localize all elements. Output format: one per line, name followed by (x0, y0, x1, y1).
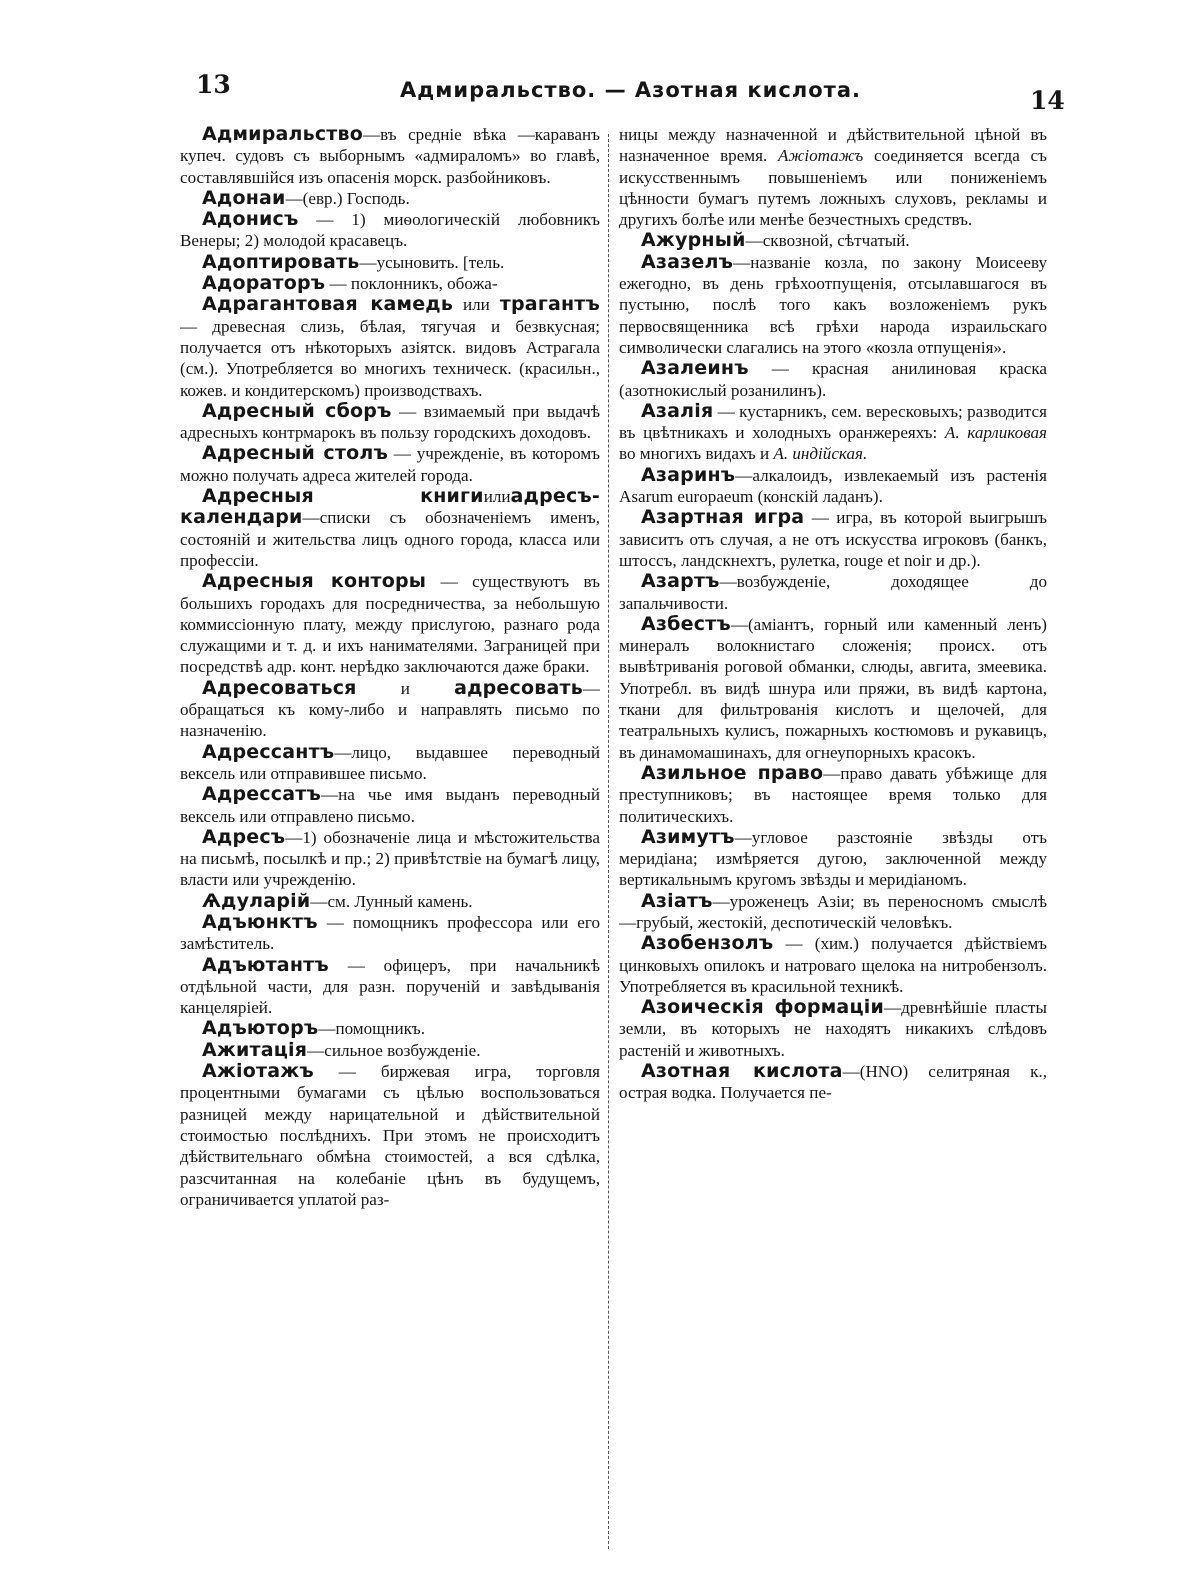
entry-definition: ницы между назначенной и дѣйствительной цѣной въ назначенное время. (619, 125, 1047, 166)
right-column (619, 124, 1047, 1564)
entry-headword: Адресныя книги (202, 485, 484, 508)
entry-definition: — кустарникъ, сем. вересковыхъ; разводится въ цвѣтникахъ и холодныхъ оранжереяхъ: (619, 401, 1047, 443)
running-title: Адмиральство. — Азотная кислота. (400, 78, 861, 102)
entry-headword: Азильное право (641, 761, 824, 784)
dictionary-entry (180, 912, 600, 955)
entry-headword: Ѧдуларій (202, 889, 311, 912)
entry-headword: адресъ-календари (180, 485, 600, 529)
entry-definition: —(евр.) Господь. (285, 188, 410, 208)
dictionary-entry (180, 294, 600, 400)
entry-headword: Адрагантовая камедь (202, 293, 454, 316)
dictionary-entry (619, 465, 1047, 508)
entry-definition: — взимаемый при выдачѣ адресныхъ контрмарокъ въ пользу городскихъ доходовъ. (180, 401, 600, 443)
entry-definition: — помощникъ профессора или его замѣститель. (180, 912, 600, 954)
dictionary-entry (619, 124, 1047, 230)
entry-headword: Ажіотажъ (202, 1060, 314, 1083)
entry-headword: Азобензолъ (641, 932, 774, 955)
left-column (180, 124, 600, 1564)
dictionary-entry (619, 358, 1047, 401)
dictionary-entry (180, 1018, 600, 1039)
entry-headword: Адресныя конторы (202, 570, 427, 593)
dictionary-entry (619, 827, 1047, 891)
entry-definition: —названіе козла, по закону Моисееву ежегодно, въ день грѣхоотпущенія, отсылавшагося въ пустыню, послѣ того какъ возложеніемъ рукъ первосвященника всѣ грѣхи народа израильскаго символически слагались на этого «козла отпущенія». (619, 252, 1047, 357)
entry-definition: —см. Лунный камень. (310, 891, 473, 911)
entry-definition: —угловое разстояніе звѣзды отъ меридіана; измѣряется дугою, заключенной между вертикальнымъ кругомъ звѣзды и меридіаномъ. (619, 827, 1047, 890)
entry-definition: — учрежденіе, въ которомъ можно получать адреса жителей города. (180, 444, 600, 485)
entry-definition: —сквозной, сѣтчатый. (745, 231, 910, 251)
entry-headword: адресовать (454, 676, 583, 699)
entry-headword: Адресъ (202, 825, 286, 848)
entry-headword: Азалеинъ (641, 357, 749, 380)
dictionary-entry (180, 252, 600, 273)
entry-definition: —алкалоидъ, извлекаемый изъ растенія Asarum europaeum (конскій ладанъ). (619, 465, 1047, 507)
entry-italic: А. индійская. (773, 444, 868, 464)
entry-headword: Адораторъ (202, 272, 326, 295)
dictionary-entry (180, 678, 600, 742)
dictionary-entry (180, 1040, 600, 1061)
entry-italic: Ажіотажъ (777, 146, 864, 166)
entry-definition: —списки съ обозначеніемъ именъ, состояній и жительства лицъ одного города, класса или профессіи. (180, 508, 600, 570)
entry-headword: Адъютантъ (202, 953, 329, 976)
dictionary-entry (619, 571, 1047, 614)
dictionary-entry (619, 230, 1047, 251)
entry-headword: Адоптировать (202, 250, 360, 273)
entry-definition: или (453, 295, 500, 315)
dictionary-entry (180, 443, 600, 486)
entry-definition: соединяется всегда съ искусственнымъ повышеніемъ или пониженіемъ цѣнности бумагъ путемъ ложныхъ слуховъ, рекламы и другихъ болѣе или менѣе безчестныхъ средствъ. (619, 146, 1047, 230)
dictionary-entry (180, 486, 600, 571)
entry-definition: —на чье имя выданъ переводный вексель или отправлено письмо. (180, 785, 600, 826)
entry-headword: Адъюторъ (202, 1017, 319, 1040)
entry-headword: Адрессантъ (202, 740, 335, 763)
entry-definition: — поклонникъ, обожа- (325, 274, 498, 294)
dictionary-entry (180, 401, 600, 444)
entry-headword: трагантъ (499, 293, 600, 316)
running-head (0, 0, 1191, 130)
entry-headword: Адресоваться (202, 676, 357, 699)
entry-headword: Азіатъ (641, 889, 713, 912)
entry-headword: Азартная игра (641, 506, 805, 529)
entry-headword: Адресный столъ (202, 442, 388, 465)
entry-headword: Ажитація (202, 1038, 308, 1061)
entry-headword: Азаринъ (641, 463, 736, 486)
dictionary-entry (619, 1061, 1047, 1104)
entry-definition: —возбужденіе, доходящее до запальчивости. (619, 572, 1047, 613)
entry-headword: Азартъ (641, 570, 720, 593)
dictionary-entry (180, 571, 600, 677)
entry-definition: — 1) миѳологическій любовникъ Венеры; 2) молодой красавецъ. (180, 210, 600, 251)
dictionary-entry (180, 955, 600, 1019)
entry-headword: Адъюнктъ (202, 910, 318, 933)
dictionary-entry (180, 273, 600, 294)
entry-definition: —1) обозначеніе лица и мѣстожительства на письмѣ, посылкѣ и пр.; 2) привѣтствіе на бумагѣ лицу, власти или учрежденію. (180, 827, 600, 890)
entry-definition: — биржевая игра, торговля процентными бумагами съ цѣлью воспользоваться разницей между нарицательной и дѣйствительной стоимостью послѣднихъ. При этомъ не происходитъ дѣйствительнаго обмѣна стоимостей, а вся сдѣлка, разсчитанная на колебаніе цѣнъ въ будущемъ, ограничивается уплатой раз- (180, 1062, 600, 1209)
entry-headword: Ажурный (641, 229, 746, 252)
entry-definition: —лицо, выдавшее переводный вексель или отправившее письмо. (180, 742, 600, 783)
entry-definition: — красная анилиновая краска (азотнокислый розанилинъ). (619, 359, 1047, 400)
entry-headword: Азимутъ (641, 825, 735, 848)
dictionary-entry (619, 997, 1047, 1061)
entry-headword: Адонисъ (202, 208, 299, 231)
entry-definition: — (хим.) получается дѣйствіемъ цинковыхъ опилокъ и натроваго щелока на нитробензолъ. Употребляется въ красильной техникѣ. (619, 934, 1047, 996)
dictionary-entry (180, 124, 600, 188)
dictionary-entry (619, 401, 1047, 465)
dictionary-entry (180, 827, 600, 891)
entry-definition: — офицеръ, при начальникѣ отдѣльной части, для разн. порученій и завѣдыванія канцеляріей. (180, 955, 600, 1018)
entry-headword: Адонаи (202, 186, 286, 209)
entry-definition: — игра, въ которой выигрышъ зависитъ отъ случая, а не отъ искусства игроковъ (банкъ, штоссъ, ландскнехтъ, рулетка, rouge et noir и др.). (619, 508, 1047, 570)
entry-definition: —сильное возбужденіе. (307, 1040, 481, 1060)
dictionary-entry (180, 1061, 600, 1210)
dictionary-entry (180, 188, 600, 209)
entry-definition: —помощникъ. (318, 1019, 426, 1039)
entry-definition: —усыновить. [тель. (359, 252, 505, 272)
entry-definition: —(HNO) селитряная к., острая водка. Получается пе- (619, 1062, 1047, 1103)
dictionary-entry (619, 933, 1047, 997)
entry-definition: —право давать убѣжище для преступниковъ; въ настоящее время только для политическихъ. (619, 763, 1047, 826)
dictionary-entry (180, 209, 600, 252)
entry-definition: —въ средніе вѣка —караванъ купеч. судовъ съ выборнымъ «адмираломъ» во главѣ, составлявшійся изъ опасенія морск. разбойниковъ. (180, 125, 600, 187)
dictionary-entry (619, 252, 1047, 358)
entry-headword: Адрессатъ (202, 783, 321, 806)
entry-headword: Азазелъ (641, 250, 734, 273)
entry-definition: во многихъ видахъ и (619, 444, 774, 464)
dictionary-entry (619, 763, 1047, 827)
entry-italic: А. карликовая (944, 423, 1047, 443)
entry-headword: Азалія (641, 399, 714, 422)
dictionary-entry (619, 891, 1047, 934)
page-number-right: 14 (1030, 86, 1065, 115)
entry-definition: — обращаться къ кому-либо и направлять письмо по назначенію. (180, 678, 600, 741)
entry-definition: — древесная слизь, бѣлая, тягучая и безвкусная; получается отъ нѣкоторыхъ азіятск. видовъ Астрагала (см.). Употребляется во многихъ техническ. (красильн., кожев. и кондитерскомъ) производствахъ. (180, 316, 600, 400)
dictionary-entry (180, 891, 600, 912)
entry-headword: Адресный сборъ (202, 399, 392, 422)
entry-headword: Адмиральство (202, 124, 363, 145)
entry-definition: — существуютъ въ большихъ городахъ для посредничества, за небольшую коммиссіонную плату, между прислугою, разнаго рода служащими и т. д. и ихъ нанимателями. Заграницей при посредствѣ адр. конт. нерѣдко заключаются даже браки. (180, 572, 600, 677)
entry-definition: —уроженецъ Азіи; въ переносномъ смыслѣ—грубый, жестокій, деспотическій человѣкъ. (619, 891, 1047, 932)
entry-headword: Азоическія формаціи (641, 996, 884, 1019)
dictionary-entry (619, 614, 1047, 763)
entry-definition: —древнѣйшіе пласты земли, въ которыхъ не находятъ никакихъ слѣдовъ растеній и животныхъ. (619, 998, 1047, 1060)
entry-headword: Азотная кислота (641, 1060, 843, 1083)
column-divider (608, 134, 609, 1549)
dictionary-entry (180, 784, 600, 827)
dictionary-entry (619, 507, 1047, 571)
entry-definition: или (483, 487, 511, 507)
dictionary-entry (180, 742, 600, 785)
entry-headword: Азбестъ (641, 612, 731, 635)
entry-definition: и (356, 678, 455, 698)
page-number-left: 13 (196, 70, 231, 99)
entry-definition: —(аміантъ, горный или каменный ленъ) минералъ волокнистаго сложенія; происх. отъ вывѣтриванія роговой обманки, слюды, авгита, змеевика. Употребл. въ видѣ шнура или пряжи, въ видѣ картона, ткани для фильтрованія кислотъ и щелочей, для театральныхъ кулисъ, пожарныхъ костюмовъ и рукавицъ, въ динамомашинахъ, для огнеупорныхъ красокъ. (619, 614, 1047, 762)
